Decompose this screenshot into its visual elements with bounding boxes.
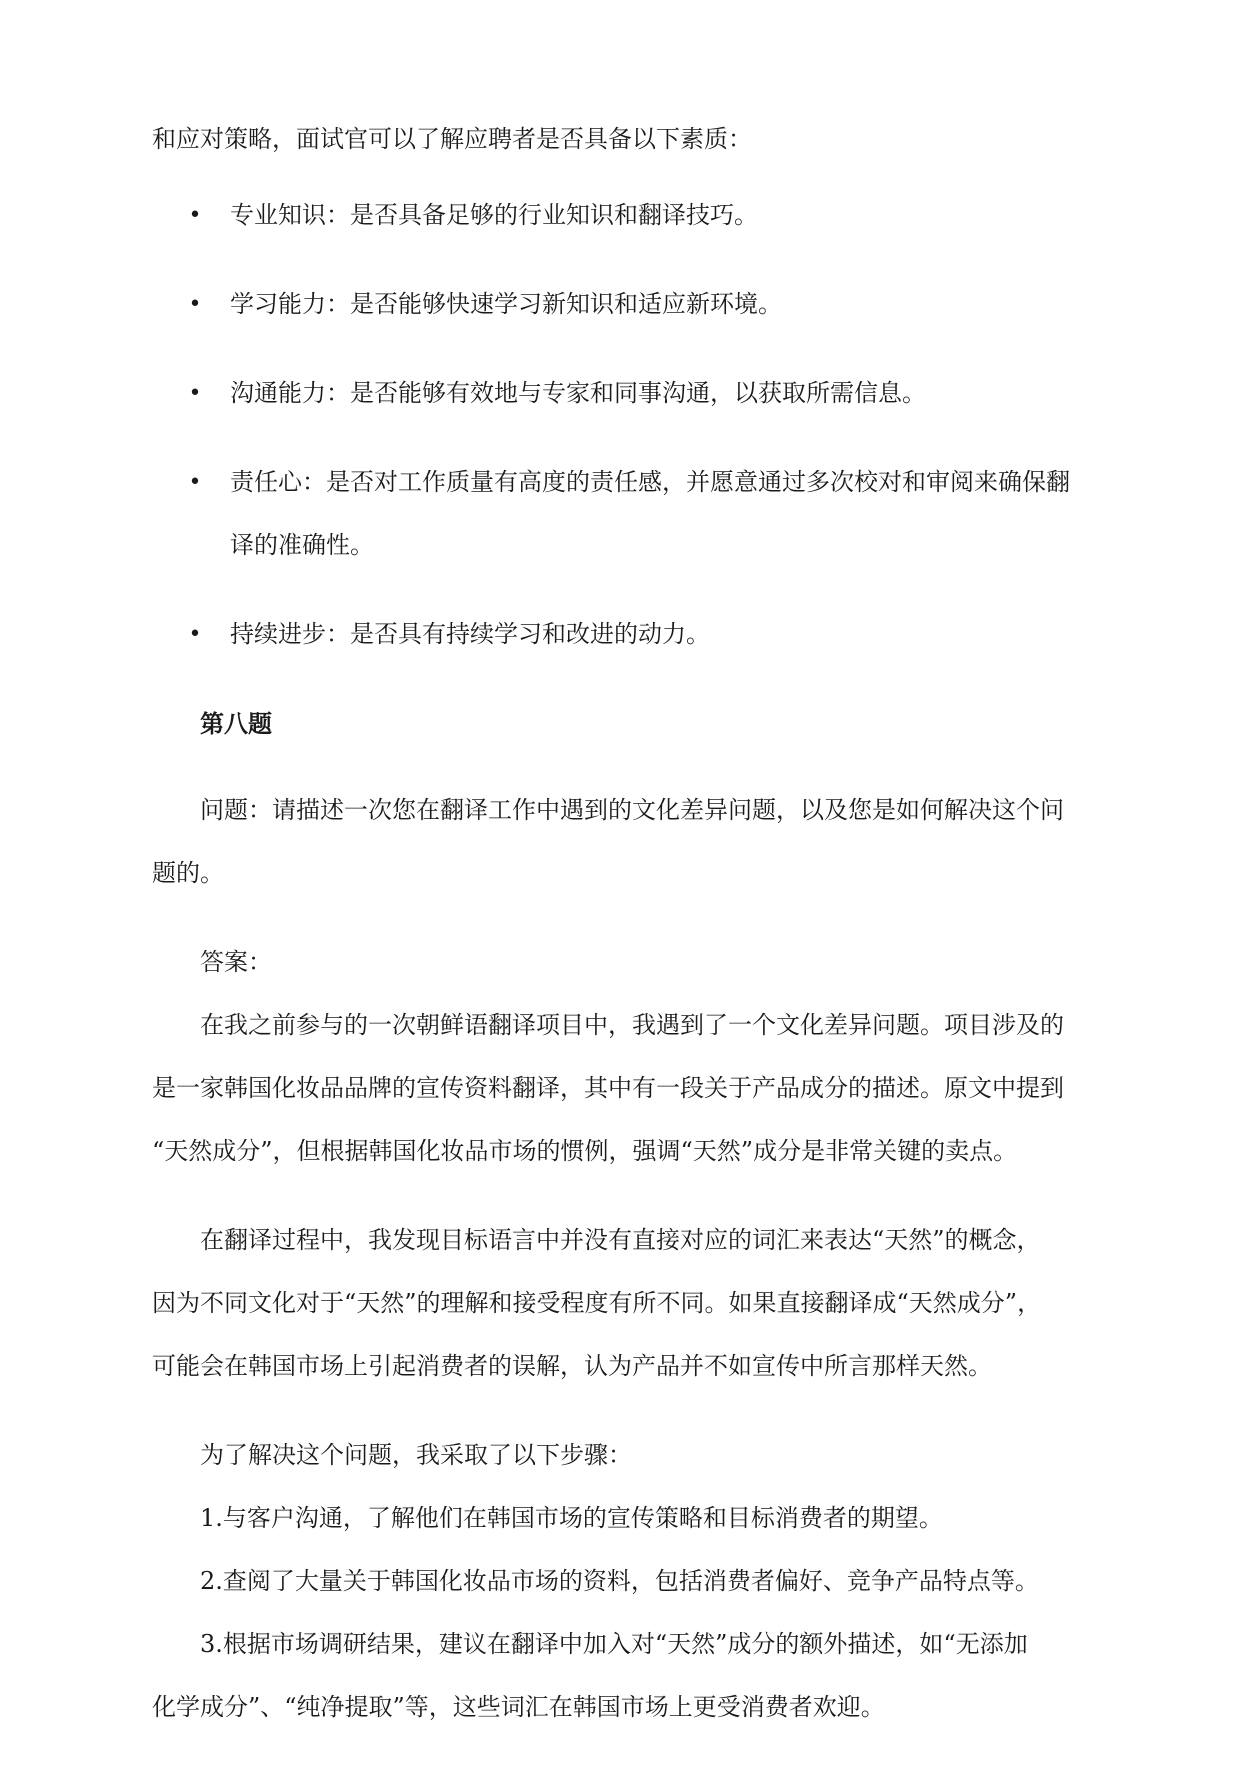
bullet-text: 学习能力：是否能够快速学习新知识和适应新环境。 bbox=[230, 290, 782, 318]
answer-paragraph-1 bbox=[152, 994, 1094, 1183]
bullet-item-responsibility bbox=[152, 451, 1094, 577]
paragraph-line: “天然成分”，但根据韩国化妆品市场的惯例，强调“天然”成分是非常关键的卖点。 bbox=[152, 1137, 1018, 1165]
section-title: 第八题 bbox=[200, 709, 272, 738]
bullet-icon: • bbox=[188, 470, 202, 495]
bullet-item-knowledge bbox=[152, 184, 1094, 247]
step-line: 3.根据市场调研结果，建议在翻译中加入对“天然”成分的额外描述，如“无添加 bbox=[200, 1630, 1028, 1658]
steps-list bbox=[152, 1487, 1094, 1739]
bullet-text: 持续进步：是否具有持续学习和改进的动力。 bbox=[230, 620, 710, 648]
bullet-item-progress bbox=[152, 603, 1094, 666]
step-item: 1.与客户沟通，了解他们在韩国市场的宣传策略和目标消费者的期望。 bbox=[200, 1504, 943, 1532]
bullet-text: 专业知识：是否具备足够的行业知识和翻译技巧。 bbox=[230, 201, 758, 229]
bullet-item-learning bbox=[152, 273, 1094, 336]
bullet-item-communication bbox=[152, 362, 1094, 425]
paragraph-line: 在翻译过程中，我发现目标语言中并没有直接对应的词汇来表达“天然”的概念， bbox=[200, 1226, 1041, 1254]
paragraph-line: 因为不同文化对于“天然”的理解和接受程度有所不同。如果直接翻译成“天然成分”， bbox=[152, 1289, 1042, 1317]
qualities-list bbox=[152, 184, 1094, 666]
question-line: 问题：请描述一次您在翻译工作中遇到的文化差异问题，以及您是如何解决这个问 bbox=[200, 796, 1064, 824]
steps-intro: 为了解决这个问题，我采取了以下步骤： bbox=[200, 1441, 632, 1469]
paragraph-line: 可能会在韩国市场上引起消费者的误解，认为产品并不如宣传中所言那样天然。 bbox=[152, 1352, 992, 1380]
step-item bbox=[152, 1613, 1094, 1739]
question-paragraph bbox=[152, 779, 1094, 905]
paragraph-line: 在我之前参与的一次朝鲜语翻译项目中，我遇到了一个文化差异问题。项目涉及的 bbox=[200, 1011, 1064, 1039]
paragraph-line: 是一家韩国化妆品品牌的宣传资料翻译，其中有一段关于产品成分的描述。原文中提到 bbox=[152, 1074, 1064, 1102]
bullet-text-continued: 译的准确性。 bbox=[230, 531, 374, 559]
bullet-icon: • bbox=[188, 292, 202, 317]
bullet-icon: • bbox=[188, 381, 202, 406]
document-body bbox=[152, 121, 1094, 1765]
bullet-text: 责任心：是否对工作质量有高度的责任感，并愿意通过多次校对和审阅来确保翻 bbox=[230, 468, 1070, 496]
question-line: 题的。 bbox=[152, 859, 224, 887]
bullet-icon: • bbox=[188, 203, 202, 228]
answer-paragraph-2 bbox=[152, 1209, 1094, 1398]
bullet-text: 沟通能力：是否能够有效地与专家和同事沟通，以获取所需信息。 bbox=[230, 379, 926, 407]
step-item: 2.查阅了大量关于韩国化妆品市场的资料，包括消费者偏好、竞争产品特点等。 bbox=[200, 1567, 1039, 1595]
bullet-icon: • bbox=[188, 622, 202, 647]
answer-label: 答案： bbox=[200, 948, 272, 976]
step-line: 化学成分”、“纯净提取”等，这些词汇在韩国市场上更受消费者欢迎。 bbox=[152, 1693, 885, 1721]
intro-line: 和应对策略，面试官可以了解应聘者是否具备以下素质： bbox=[152, 125, 752, 153]
